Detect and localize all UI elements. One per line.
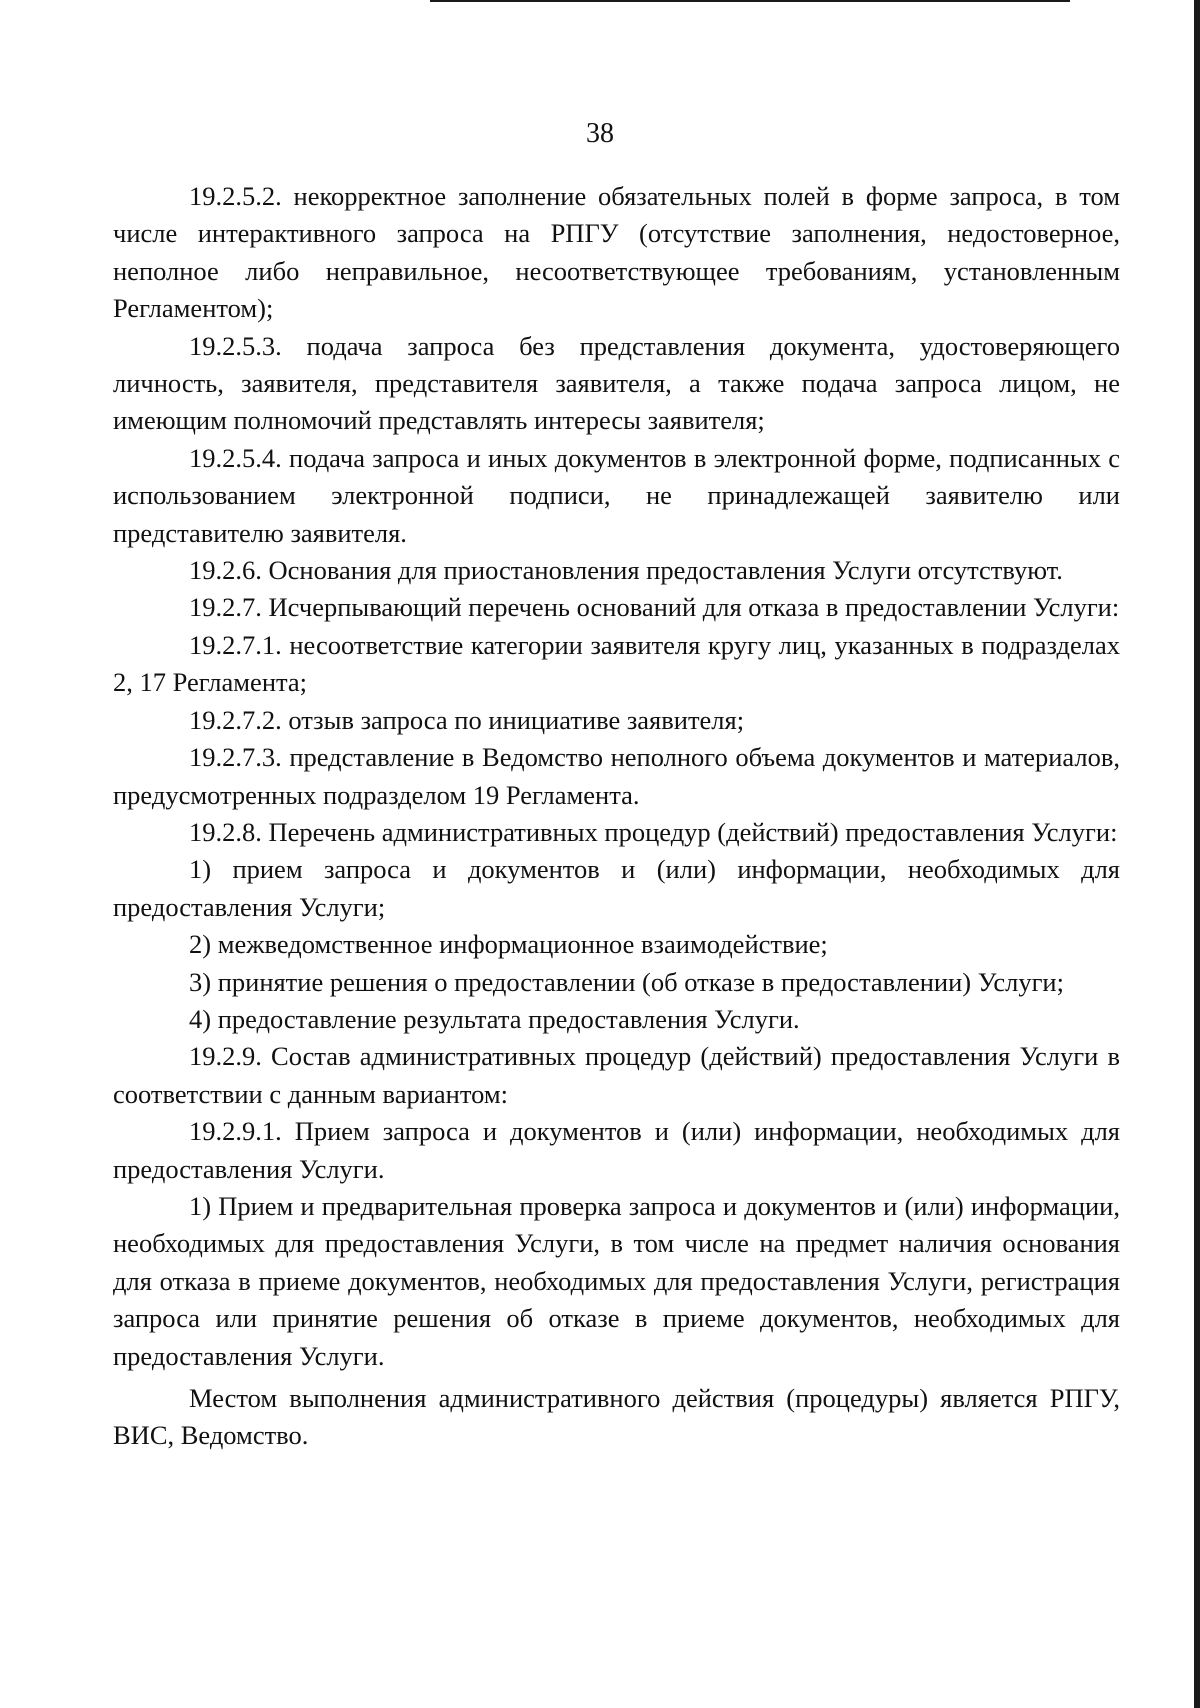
paragraph-19-2-5-3: 19.2.5.3. подача запроса без представления документа, удостоверяющего личность, заявителя, представителя заявителя, а также подача запроса лицом, не имеющим полномочий представлять интересы заявителя;	[113, 330, 1120, 436]
paragraph-19-2-5-4: 19.2.5.4. подача запроса и иных документов в электронной форме, подписанных с использованием электронной подписи, не принадлежащей заявителю или представителю заявителя.	[113, 442, 1120, 548]
list-item-2: 2) межведомственное информационное взаимодействие;	[189, 929, 828, 960]
scan-edge-top	[430, 0, 1070, 2]
paragraph-19-2-7-3: 19.2.7.3. представление в Ведомство неполного объема документов и материалов, предусмотренных подразделом 19 Регламента.	[113, 742, 1120, 810]
paragraph-19-2-9: 19.2.9. Состав административных процедур (действий) предоставления Услуги в соответствии с данным вариантом:	[113, 1041, 1120, 1109]
paragraph-19-2-9-1: 19.2.9.1. Прием запроса и документов и (или) информации, необходимых для предоставления Услуги.	[113, 1116, 1120, 1184]
paragraph-19-2-5-2: 19.2.5.2. некорректное заполнение обязательных полей в форме запроса, в том числе интерактивного запроса на РПГУ (отсутствие заполнения, недостоверное, неполное либо неправильное, несоответствующее требованиям, установленным Регламентом);	[113, 181, 1120, 324]
paragraph-place-of-execution: Местом выполнения административного действия (процедуры) является РПГУ, ВИС, Ведомство.	[113, 1383, 1120, 1451]
list-item-3: 3) принятие решения о предоставлении (об отказе в предоставлении) Услуги;	[189, 966, 1064, 997]
list-item-4: 4) предоставление результата предоставления Услуги.	[189, 1003, 800, 1034]
paragraph-19-2-6: 19.2.6. Основания для приостановления предоставления Услуги отсутствуют.	[189, 555, 1063, 586]
document-body	[113, 178, 1120, 1455]
paragraph-19-2-7-1: 19.2.7.1. несоответствие категории заявителя кругу лиц, указанных в подразделах 2, 17 Регламента;	[113, 629, 1120, 698]
paragraph-19-2-7: 19.2.7. Исчерпывающий перечень оснований для отказа в предоставлении Услуги:	[189, 592, 1120, 623]
subitem-1-reception: 1) Прием и предварительная проверка запроса и документов и (или) информации, необходимых для предоставления Услуги, в том числе на предмет наличия основания для отказа в приеме документов, необходимых для предоставления Услуги, регистрация запроса или принятие решения об отказе в приеме документов, необходимых для предоставления Услуги.	[113, 1190, 1120, 1371]
list-item-1: 1) прием запроса и документов и (или) информации, необходимых для предоставления Услуги;	[113, 854, 1120, 922]
page-number: 38	[586, 118, 614, 149]
scan-edge-right	[1194, 0, 1200, 1708]
paragraph-19-2-8: 19.2.8. Перечень административных процедур (действий) предоставления Услуги:	[189, 816, 1118, 847]
paragraph-19-2-7-2: 19.2.7.2. отзыв запроса по инициативе заявителя;	[189, 704, 745, 735]
